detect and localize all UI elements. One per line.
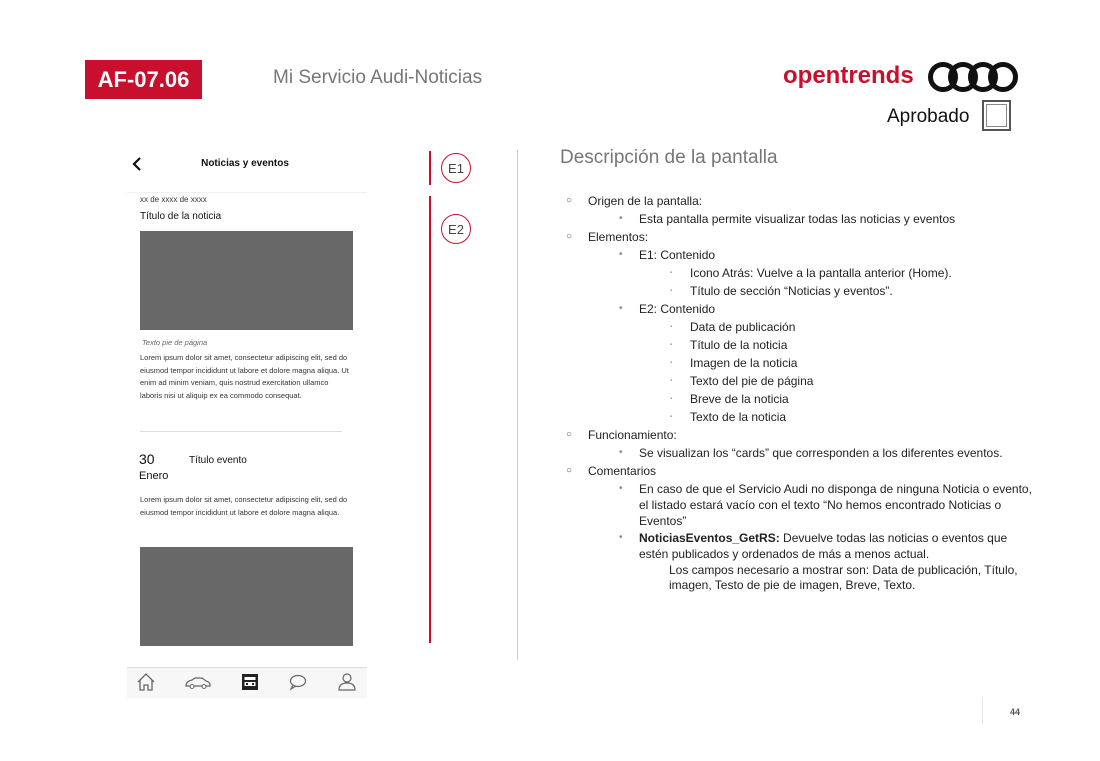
e2-bracket-line — [429, 196, 431, 643]
footer-divider — [982, 698, 983, 724]
car-icon[interactable] — [184, 671, 212, 693]
opentrends-logo: opentrends — [783, 62, 914, 89]
document-code-badge: AF-07.06 — [85, 60, 202, 99]
e2-item: ▪ Título de la noticia — [566, 336, 1036, 354]
home-icon[interactable] — [135, 671, 157, 693]
e2-item: ▪ Imagen de la noticia — [566, 354, 1036, 372]
event-body: Lorem ipsum dolor sit amet, consectetur adipiscing elit, sed do eiusmod tempor incididunt ut labore et dolore magna aliqua. — [140, 495, 348, 517]
comments-label: ○ Comentarios — [566, 462, 1036, 480]
back-arrow-icon[interactable] — [131, 156, 143, 172]
dealer-icon[interactable] — [239, 671, 261, 693]
description-list — [566, 192, 1036, 593]
news-body: Lorem ipsum dolor sit amet, consectetur adipiscing elit, sed do eiusmod tempor incididunt ut labore et dolore magna aliqua. Ut enim ad minim veniam, quis nostrud exercitation ullamco laboris nisi ut aliquip ex ea commodo consequat. — [140, 353, 349, 400]
column-separator — [517, 150, 518, 660]
origin-item: • Esta pantalla permite visualizar todas las noticias y eventos — [566, 211, 1036, 227]
e2-item: ▪ Texto de la noticia — [566, 408, 1036, 426]
event-day: 30 — [139, 451, 155, 467]
news-image-placeholder[interactable] — [140, 231, 353, 330]
news-date: xx de xxxx de xxxx — [140, 195, 207, 204]
news-title[interactable]: Título de la noticia — [140, 211, 222, 222]
comment-fields: Los campos necesario a mostrar son: Data de publicación, Título, imagen, Testo de pie de imagen, Breve, Texto. — [669, 563, 1018, 592]
event-month: Enero — [139, 470, 169, 482]
document-title: Mi Servicio Audi-Noticias — [273, 67, 483, 88]
service-description: Devuelve todas las noticias o eventos que estén publicados y ordenados de más a menos actual. — [639, 531, 1008, 561]
event-image-placeholder[interactable] — [140, 547, 353, 646]
function-item: • Se visualizan los “cards” que corresponden a los diferentes eventos. — [566, 445, 1036, 461]
e1-marker: E1 — [441, 153, 471, 183]
screen-title: Noticias y eventos — [201, 158, 289, 169]
approved-label: Aprobado — [887, 106, 970, 127]
chat-icon[interactable] — [287, 671, 309, 693]
page-number: 44 — [1010, 707, 1021, 717]
e1-bracket-line — [429, 151, 431, 185]
e1-item: ▪ Título de sección “Noticias y eventos”. — [566, 282, 1036, 300]
e1-label: • E1: Contenido — [566, 247, 1036, 263]
e2-item: ▪ Texto del pie de página — [566, 372, 1036, 390]
e2-marker: E2 — [441, 214, 471, 244]
description-title: Descripción de la pantalla — [560, 147, 778, 168]
approved-checkbox[interactable] — [982, 100, 1011, 131]
comment-service — [566, 530, 1036, 562]
card-divider — [140, 431, 342, 432]
e2-item: ▪ Breve de la noticia — [566, 390, 1036, 408]
news-caption: Texto pie de página — [142, 338, 208, 347]
comment-empty-state: • En caso de que el Servicio Audi no disponga de ninguna Noticia o evento, el listado estará vacío con el texto “No hemos encontrado Noticias o Eventos” — [566, 481, 1036, 529]
e2-item: ▪ Data de publicación — [566, 318, 1036, 336]
audi-rings-logo — [926, 60, 1021, 94]
elements-label: ○ Elementos: — [566, 228, 1036, 246]
header-divider — [127, 192, 367, 193]
e2-label: • E2: Contenido — [566, 301, 1036, 317]
service-name: NoticiasEventos_GetRS: — [639, 531, 780, 545]
profile-icon[interactable] — [336, 671, 358, 693]
event-title[interactable]: Título evento — [189, 455, 247, 466]
origin-label: ○ Origen de la pantalla: — [566, 192, 1036, 210]
e1-item: ▪ Icono Atrás: Vuelve a la pantalla anterior (Home). — [566, 264, 1036, 282]
function-label: ○ Funcionamiento: — [566, 426, 1036, 444]
